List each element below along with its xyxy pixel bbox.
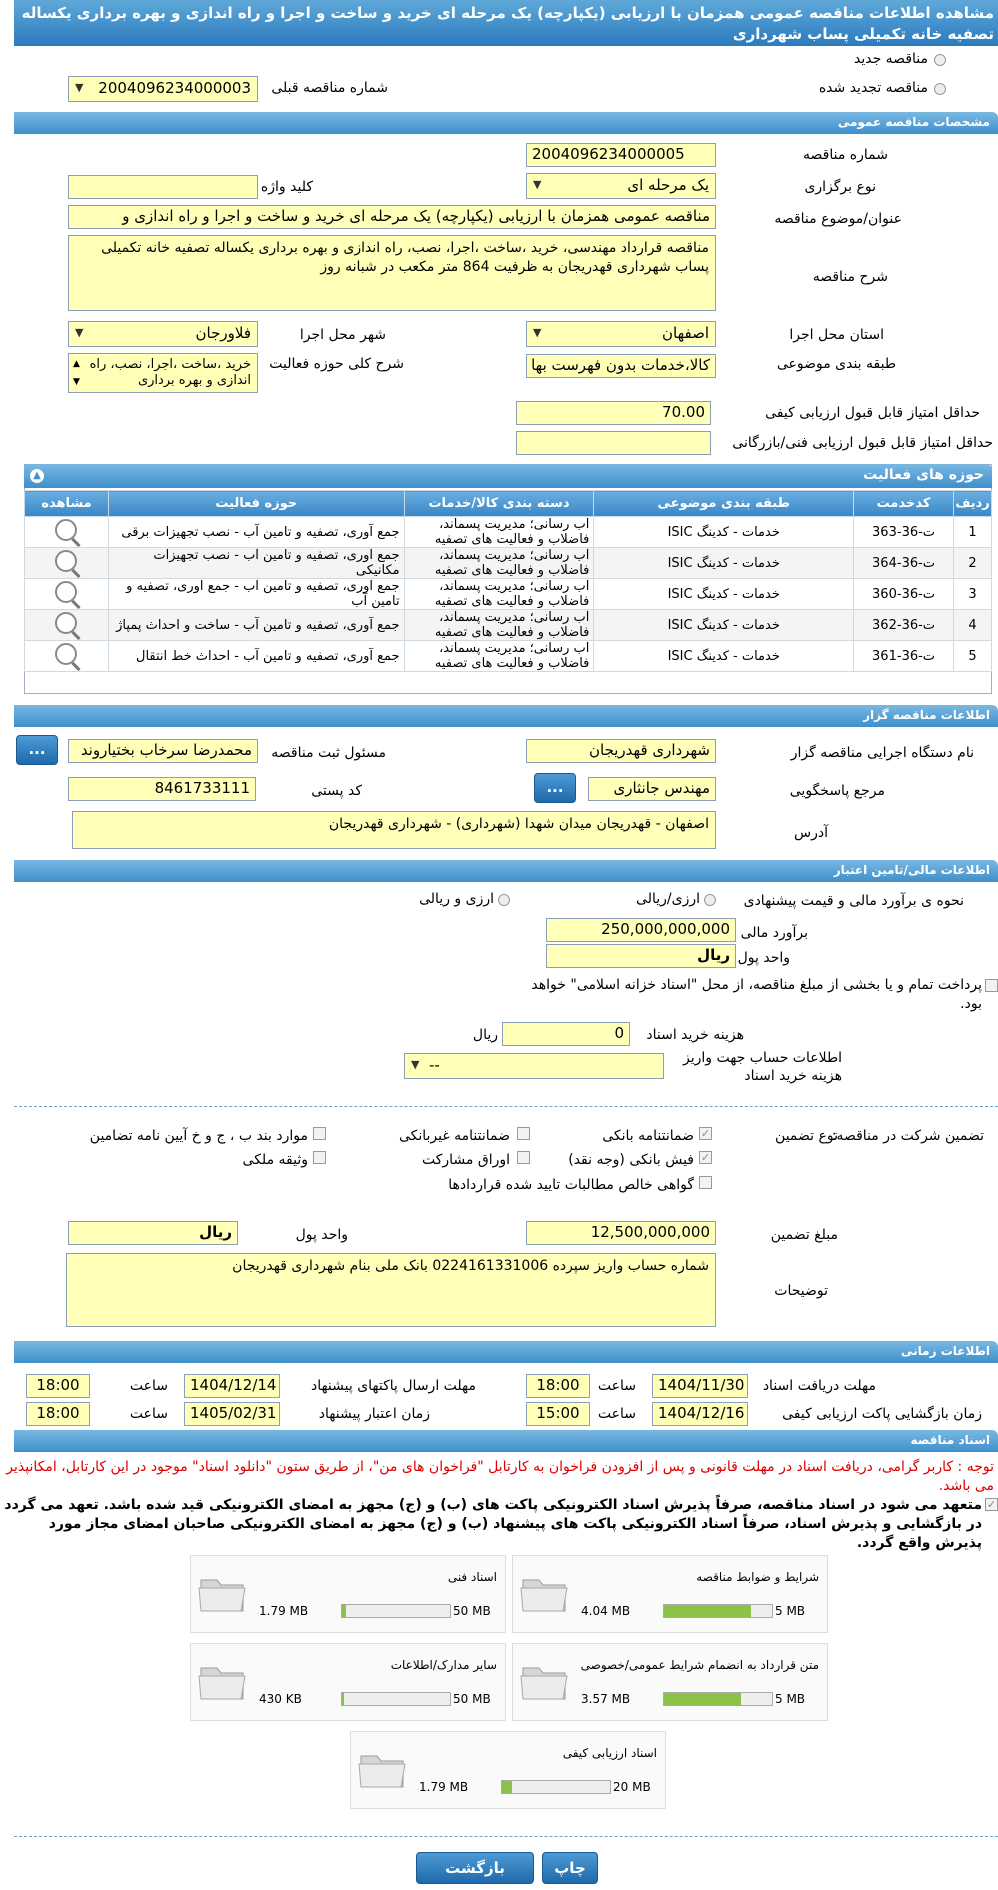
progress-fill — [342, 1693, 344, 1705]
tender-number-field[interactable]: 2004096234000005 — [526, 143, 716, 167]
receive-time-label: ساعت — [597, 1378, 636, 1394]
file-size: 4.04 MB — [581, 1604, 631, 1618]
clauses-label: موارد بند ب ، ج و خ آیین نامه تضامین — [89, 1128, 308, 1144]
unit-field[interactable]: ریال — [68, 1221, 238, 1245]
currency-option-1: ارزی/ریالی — [636, 891, 700, 907]
progress-bar — [341, 1692, 451, 1706]
min-tech-label: حداقل امتیاز قابل قبول ارزیابی فنی/بازرگانی — [732, 435, 993, 451]
progress-bar — [663, 1692, 773, 1706]
valid-time-label: ساعت — [129, 1406, 168, 1422]
row-code: ت-36-363 — [854, 517, 954, 548]
currency-label: واحد پول — [737, 950, 790, 966]
row-code: ت-36-360 — [854, 579, 954, 610]
desc-label: شرح مناقصه — [812, 269, 888, 285]
table-row — [25, 610, 992, 641]
file-max-size: 5 MB — [775, 1692, 806, 1706]
file-max-size: 50 MB — [453, 1692, 491, 1706]
currency-field[interactable]: ریال — [546, 944, 736, 968]
nonbank-guarantee-checkbox[interactable] — [517, 1127, 530, 1140]
organizer-section-header: اطلاعات مناقصه گزار — [14, 705, 998, 727]
col-header-category: طبقه بندی موضوعی — [594, 491, 854, 517]
file-max-size: 50 MB — [453, 1604, 491, 1618]
resp-field[interactable]: محمدرضا سرخاب بختیاروند — [68, 739, 258, 763]
amount-field[interactable]: 12,500,000,000 — [526, 1221, 716, 1245]
valid-date-field[interactable]: 1405/02/31 — [184, 1402, 280, 1426]
view-cell — [25, 610, 109, 641]
keyword-label: کلید واژه — [260, 179, 313, 195]
row-category: خدمات - کدینگ ISIC — [594, 610, 854, 641]
bank-guarantee-checkbox[interactable]: ✓ — [700, 1127, 711, 1140]
send-time-field[interactable]: 18:00 — [26, 1374, 90, 1398]
divider — [14, 1836, 998, 1837]
row-field: جمع آوری، تصفیه و تامین آب - ساخت و احداث پمپاژ — [108, 610, 404, 641]
progress-fill — [664, 1693, 741, 1705]
resp-label: مسئول ثبت مناقصه — [271, 745, 386, 761]
type-label: نوع برگزاری — [804, 179, 876, 195]
open-time-field[interactable]: 15:00 — [526, 1402, 590, 1426]
timing-section-header: اطلاعات زمانی — [14, 1341, 998, 1363]
treasury-checkbox[interactable] — [985, 979, 998, 992]
row-category: خدمات - کدینگ ISIC — [594, 641, 854, 672]
open-date-field[interactable]: 1404/12/16 — [652, 1402, 748, 1426]
new-tender-label: مناقصه جدید — [853, 51, 928, 67]
file-size: 1.79 MB — [419, 1780, 469, 1794]
ref-field[interactable]: مهندس جانثاری — [588, 777, 716, 801]
org-field[interactable]: شهرداری قهدریجان — [526, 739, 716, 763]
currency-option-2: ارزی و ریالی — [419, 891, 494, 907]
province-select[interactable]: اصفهان ▼ — [526, 321, 716, 347]
prev-number-label: شماره مناقصه قبلی — [271, 80, 388, 96]
row-field: جمع آوری، تصفیه و تامین آب - نصب تجهیزات مکانیکی — [108, 548, 404, 579]
postal-label: کد پستی — [311, 783, 362, 799]
cash-receipt-checkbox[interactable]: ✓ — [700, 1151, 711, 1164]
file-box[interactable] — [512, 1555, 828, 1633]
amount-label: مبلغ تضمین — [770, 1227, 838, 1243]
row-no: 5 — [954, 641, 992, 672]
folder-icon — [519, 1570, 569, 1616]
renewed-tender-label: مناقصه تجدید شده — [818, 80, 928, 96]
magnifier-icon[interactable] — [55, 581, 77, 603]
row-field: جمع آوری، تصفیه و تامین آب - احداث خط انتقال — [108, 641, 404, 672]
open-label: زمان بازگشایی پاکت ارزیابی کیفی — [782, 1406, 982, 1422]
row-field: جمع آوری، تصفیه و تامین آب - نصب تجهیزات برقی — [108, 517, 404, 548]
documents-notice: توجه : کاربر گرامی، دریافت اسناد در مهلت قانونی و پس از افزودن فراخوان به کارتابل "فراخوان های من"، از طریق ستون "دانلود اسناد" موجود در این کارتابل، امکانپذیر می باشد. — [6, 1459, 994, 1494]
col-header-code: کدخدمت — [854, 491, 954, 517]
send-date-field[interactable]: 1404/12/14 — [184, 1374, 280, 1398]
row-code: ت-36-364 — [854, 548, 954, 579]
category-label: طبقه بندی موضوعی — [776, 356, 896, 372]
estimate-method-label: نحوه ی برآورد مالی و قیمت پیشنهادی — [743, 893, 964, 909]
doc-cost-field[interactable]: 0 — [502, 1022, 630, 1046]
claims-checkbox[interactable] — [699, 1176, 712, 1189]
chevron-down-icon: ▼ — [533, 326, 542, 339]
cash-receipt-label: فیش بانکی (وجه نقد) — [568, 1152, 694, 1168]
keyword-field[interactable] — [68, 175, 258, 199]
scope-field[interactable]: خرید ،ساخت ،اجرا، نصب، راه اندازی و بهره برداری ▲ ▼ — [68, 353, 258, 393]
row-code: ت-36-362 — [854, 610, 954, 641]
address-field[interactable]: اصفهان - قهدریجان میدان شهدا (شهرداری) - شهرداری قهدریجان — [72, 811, 716, 849]
currency-radio-2[interactable] — [498, 894, 510, 906]
activities-table — [24, 490, 992, 672]
receive-time-field[interactable]: 18:00 — [526, 1374, 590, 1398]
folder-icon — [357, 1746, 407, 1792]
progress-fill — [342, 1605, 346, 1617]
send-label: مهلت ارسال پاکتهای پیشنهاد — [310, 1378, 476, 1394]
chevron-down-icon: ▼ — [75, 81, 84, 94]
chevron-down-icon: ▼ — [411, 1058, 420, 1071]
row-no: 3 — [954, 579, 992, 610]
col-header-field: حوزه فعالیت — [108, 491, 404, 517]
doc-cost-label: هزینه خرید اسناد — [646, 1027, 744, 1043]
min-quality-label: حداقل امتیاز قابل قبول ارزیابی کیفی — [765, 405, 980, 421]
progress-bar — [663, 1604, 773, 1618]
account-label: اطلاعات حساب جهت واریز هزینه خرید اسناد — [682, 1050, 842, 1084]
activities-section-header: حوزه های فعالیت — [24, 464, 992, 488]
file-box[interactable] — [512, 1643, 828, 1721]
estimate-label: برآورد مالی — [740, 925, 808, 941]
file-name: متن قرارداد به انضمام شرایط عمومی/خصوصی — [580, 1658, 819, 1672]
subject-field[interactable]: مناقصه عمومی همزمان با ارزیابی (یکپارچه) یک مرحله ای خرید و ساخت و اجرا و راه اندازی و — [68, 205, 716, 229]
view-cell — [25, 641, 109, 672]
file-box[interactable] — [350, 1731, 666, 1809]
new-tender-radio[interactable] — [934, 54, 946, 66]
table-row — [25, 517, 992, 548]
min-tech-field[interactable] — [516, 431, 711, 455]
valid-label: زمان اعتبار پیشنهاد — [318, 1406, 430, 1422]
file-box[interactable] — [190, 1555, 506, 1633]
finance-section-header: اطلاعات مالی/تامین اعتبار — [14, 860, 998, 882]
magnifier-icon[interactable] — [55, 612, 77, 634]
city-label: شهر محل اجرا — [299, 327, 386, 343]
ref-label: مرجع پاسخگویی — [789, 783, 885, 799]
nonbank-guarantee-label: ضمانتنامه غیربانکی — [398, 1128, 510, 1144]
desc-field[interactable]: مناقصه قرارداد مهندسی، خرید ،ساخت ،اجرا، نصب، راه اندازی و بهره برداری یکساله تصفیه خانه تکمیلی پساب شهرداری قهدریجان به ظرفیت 864 متر مکعب در شبانه روز — [68, 235, 716, 311]
clauses-checkbox[interactable] — [313, 1127, 326, 1140]
row-group: آب رسانی؛ مدیریت پسماند، فاضلاب و فعالیت های تصفیه — [404, 641, 594, 672]
account-select[interactable]: -- ▼ — [404, 1053, 664, 1079]
row-category: خدمات - کدینگ ISIC — [594, 517, 854, 548]
row-group: آب رسانی؛ مدیریت پسماند، فاضلاب و فعالیت های تصفیه — [404, 517, 594, 548]
valid-time-field[interactable]: 18:00 — [26, 1402, 90, 1426]
receive-date-field[interactable]: 1404/11/30 — [652, 1374, 748, 1398]
general-section-header: مشخصات مناقصه عمومی — [14, 112, 998, 134]
scroll-up-icon[interactable]: ▲ — [73, 359, 80, 369]
page-title: مشاهده اطلاعات مناقصه عمومی همزمان با ارزیابی (یکپارچه) یک مرحله ای خرید و ساخت و اجرا و راه اندازی و بهره برداری یکساله تصفیه خانه تکمیلی پساب شهرداری — [14, 0, 998, 46]
city-select[interactable]: فلاورجان ▼ — [68, 321, 258, 347]
commit-checkbox[interactable]: ✓ — [986, 1498, 997, 1511]
row-code: ت-36-361 — [854, 641, 954, 672]
progress-fill — [502, 1781, 512, 1793]
currency-radio-1[interactable] — [704, 894, 716, 906]
file-name: اسناد ارزیابی کیفی — [562, 1746, 657, 1760]
row-no: 1 — [954, 517, 992, 548]
file-name: اسناد فنی — [447, 1570, 497, 1584]
claims-label: گواهی خالص مطالبات تایید شده قراردادها — [448, 1177, 694, 1193]
row-no: 4 — [954, 610, 992, 641]
category-field[interactable]: کالا،خدمات بدون فهرست بها — [526, 354, 716, 378]
org-label: نام دستگاه اجرایی مناقصه گزار — [790, 745, 974, 761]
type-select[interactable]: یک مرحله ای ▼ — [526, 173, 716, 199]
chevron-down-icon: ▼ — [75, 326, 84, 339]
scroll-down-icon[interactable]: ▼ — [73, 377, 80, 387]
tender-number-label: شماره مناقصه — [803, 147, 888, 163]
row-category: خدمات - کدینگ ISIC — [594, 548, 854, 579]
col-header-row-no: ردیف — [954, 491, 992, 517]
file-size: 3.57 MB — [581, 1692, 631, 1706]
file-size: 1.79 MB — [259, 1604, 309, 1618]
back-button[interactable]: بازگشت — [416, 1852, 534, 1884]
guarantee-type-label: نوع تضمین — [775, 1128, 838, 1144]
commit-text: متعهد می شود در اسناد مناقصه، صرفاً پذیرش اسناد الکترونیکی پاکت های (ب) و (ج) مجهز به امضای الکترونیکی قید شده باشد. تعهد می گردد در بازگشایی و پذیرش اسناد، صرفاً اسناد الکترونیکی پاکت های پیشنهاد (ب) و (ج) مجهز به امضای الکترونیکی صاحبان امضای مجاز مورد پذیرش واقع گردد. — [4, 1497, 982, 1551]
divider — [14, 1106, 998, 1107]
postal-field[interactable]: 8461733111 — [68, 777, 256, 801]
row-no: 2 — [954, 548, 992, 579]
file-name: سایر مدارک/اطلاعات — [390, 1658, 497, 1672]
min-quality-field[interactable]: 70.00 — [516, 401, 711, 425]
folder-icon — [197, 1570, 247, 1616]
row-field: جمع آوری، تصفیه و تامین آب - جمع آوری، تصفیه و تامین آب — [108, 579, 404, 610]
open-time-label: ساعت — [597, 1406, 636, 1422]
row-category: خدمات - کدینگ ISIC — [594, 579, 854, 610]
file-max-size: 5 MB — [775, 1604, 806, 1618]
property-checkbox[interactable] — [313, 1151, 326, 1164]
bonds-checkbox[interactable] — [517, 1151, 530, 1164]
print-button[interactable]: چاپ — [542, 1852, 598, 1884]
folder-icon — [519, 1658, 569, 1704]
notes-field[interactable]: شماره حساب واریز سپرده 0224161331006 بانک ملی بنام شهرداری قهدریجان — [66, 1253, 716, 1327]
treasury-text: پرداخت تمام و یا بخشی از مبلغ مناقصه، از محل "اسناد خزانه اسلامی" خواهد بود. — [531, 977, 982, 1012]
address-label: آدرس — [794, 825, 828, 841]
row-group: آب رسانی؛ مدیریت پسماند، فاضلاب و فعالیت های تصفیه — [404, 548, 594, 579]
row-group: آب رسانی؛ مدیریت پسماند، فاضلاب و فعالیت های تصفیه — [404, 610, 594, 641]
view-cell — [25, 579, 109, 610]
magnifier-icon[interactable] — [55, 550, 77, 572]
col-header-group: دسته بندی کالا/خدمات — [404, 491, 594, 517]
file-size: 430 KB — [259, 1692, 302, 1706]
prev-number-select[interactable]: 2004096234000003 ▼ — [68, 76, 258, 102]
documents-section-header: اسناد مناقصه — [14, 1430, 998, 1452]
file-max-size: 20 MB — [613, 1780, 651, 1794]
magnifier-icon[interactable] — [55, 519, 77, 541]
table-row — [25, 579, 992, 610]
send-time-label: ساعت — [129, 1378, 168, 1394]
subject-label: عنوان/موضوع مناقصه — [774, 211, 902, 227]
renewed-tender-radio[interactable] — [934, 83, 946, 95]
chevron-down-icon: ▼ — [533, 178, 542, 191]
table-row — [25, 548, 992, 579]
select-resp-button[interactable]: ... — [16, 735, 58, 765]
progress-bar — [501, 1780, 611, 1794]
doc-cost-unit: ریال — [472, 1027, 498, 1043]
progress-fill — [664, 1605, 751, 1617]
receive-label: مهلت دریافت اسناد — [762, 1378, 876, 1394]
notes-label: توضیحات — [774, 1283, 828, 1299]
property-label: وثیقه ملکی — [242, 1152, 308, 1168]
view-cell — [25, 517, 109, 548]
province-label: استان محل اجرا — [789, 327, 884, 343]
magnifier-icon[interactable] — [55, 643, 77, 665]
collapse-icon[interactable]: ▲ — [30, 469, 44, 483]
file-box[interactable] — [190, 1643, 506, 1721]
bonds-label: اوراق مشارکت — [421, 1152, 510, 1168]
table-row — [25, 641, 992, 672]
unit-label: واحد پول — [295, 1227, 348, 1243]
bank-guarantee-label: ضمانتنامه بانکی — [602, 1128, 694, 1144]
col-header-view: مشاهده — [25, 491, 109, 517]
row-group: آب رسانی؛ مدیریت پسماند، فاضلاب و فعالیت های تصفیه — [404, 579, 594, 610]
progress-bar — [341, 1604, 451, 1618]
file-name: شرایط و ضوابط مناقصه — [696, 1570, 819, 1584]
scope-label: شرح کلی حوزه فعالیت — [269, 356, 404, 372]
select-ref-button[interactable]: ... — [534, 773, 576, 803]
guarantee-label: تضمین شرکت در مناقصه: — [831, 1128, 984, 1144]
folder-icon — [197, 1658, 247, 1704]
view-cell — [25, 548, 109, 579]
estimate-field[interactable]: 250,000,000,000 — [546, 918, 736, 942]
